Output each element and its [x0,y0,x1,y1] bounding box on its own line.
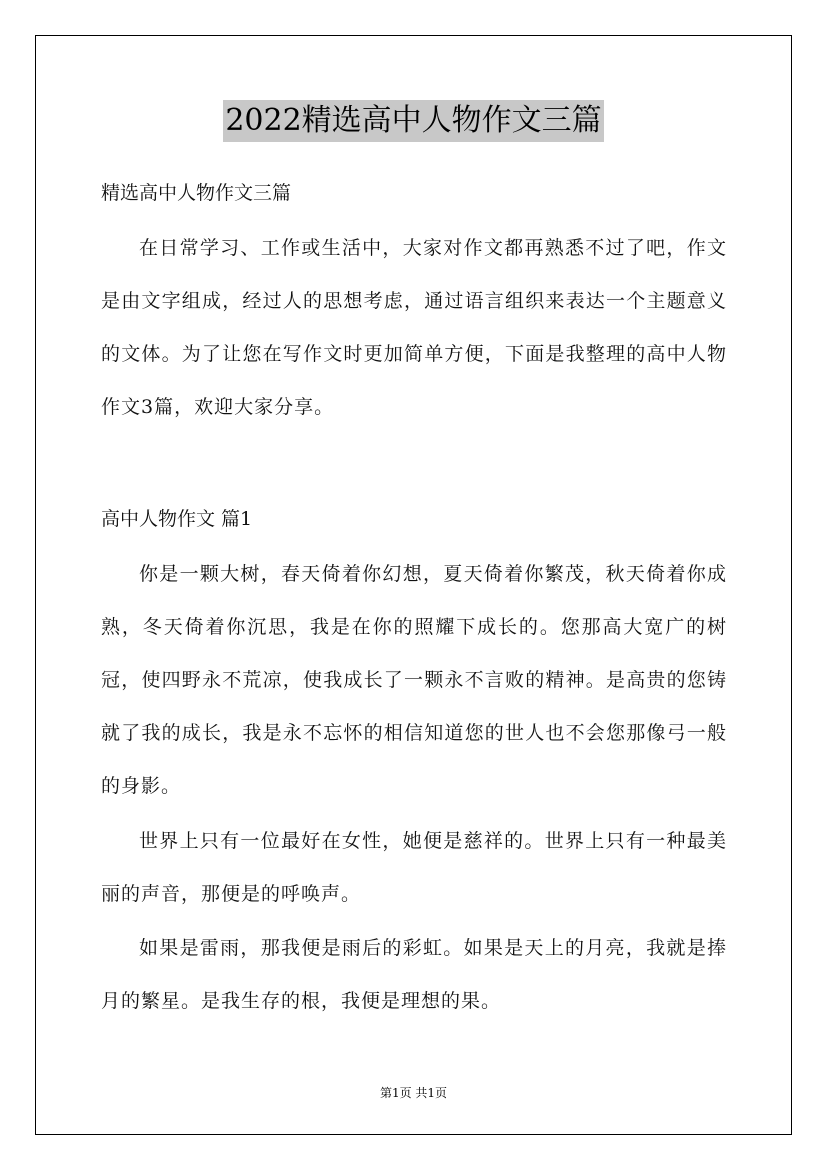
body-paragraph-1: 你是一颗大树，春天倚着你幻想，夏天倚着你繁茂，秋天倚着你成熟，冬天倚着你沉思，我是在你的照耀下成长的。您那高大宽广的树冠，使四野永不荒凉，使我成长了一颗永不言败的精神。是高贵的您铸就了我的成长，我是永不忘怀的相信知道您的世人也不会您那像弓一般的身影。 [101,563,727,797]
page-footer: 第1页 共1页 [379,1086,448,1100]
body-paragraph-3: 如果是雷雨，那我便是雨后的彩虹。如果是天上的月亮，我就是捧月的繁星。是我生存的根，我便是理想的果。 [101,937,727,1012]
subtitle: 精选高中人物作文三篇 [101,182,292,204]
title-container [0,100,827,142]
intro-paragraph: 在日常学习、工作或生活中，大家对作文都再熟悉不过了吧，作文是由文字组成，经过人的思想考虑，通过语言组织来表达一个主题意义的文体。为了让您在写作文时更加简单方便，下面是我整理的高中人物作文3篇，欢迎大家分享。 [101,237,727,418]
document-title: 2022精选高中人物作文三篇 [223,100,603,142]
body-paragraph-2: 世界上只有一位最好在女性，她便是慈祥的。世界上只有一种最美丽的声音，那便是的呼唤声。 [101,830,727,905]
section-heading: 高中人物作文 篇1 [101,508,253,530]
